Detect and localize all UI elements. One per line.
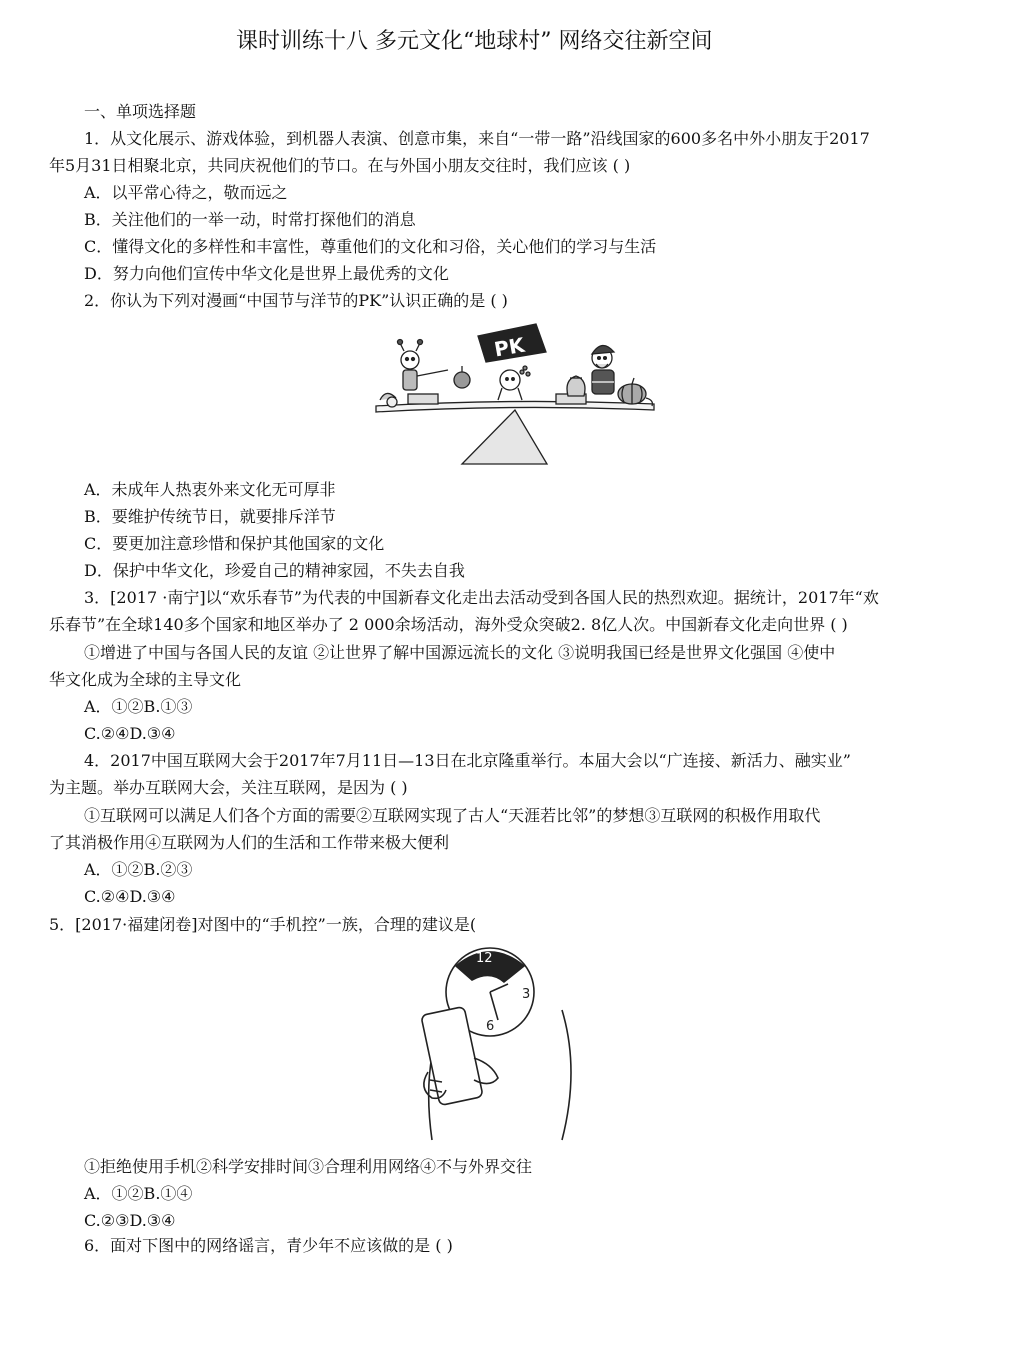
question-4-option-ab: A．①②B.②③ xyxy=(84,860,193,879)
pk-seesaw-cartoon xyxy=(370,318,660,468)
clock-number-3: 3 xyxy=(522,987,531,1002)
question-4-statement-2: 了其消极作用④互联网为人们的生活和工作带来极大便利 xyxy=(49,833,450,852)
question-5-line-1: 5．[2017·福建闭卷]对图中的“手机控”一族，合理的建议是( xyxy=(49,915,477,934)
question-3-option-cd: C.②④D.③④ xyxy=(84,724,176,743)
question-3-statement-1: ①增进了中国与各国人民的友谊 ②让世界了解中国源远流长的文化 ③说明我国已经是世界文化强国 ④使中 xyxy=(84,643,836,662)
question-5-option-cd: C.②③D.③④ xyxy=(84,1211,176,1230)
question-5-option-ab: A．①②B.①④ xyxy=(84,1184,193,1203)
question-1-line-2: 年5月31日相聚北京，共同庆祝他们的节口。在与外国小朋友交往时，我们应该 ( ) xyxy=(49,156,631,175)
question-4-statement-1: ①互联网可以满足人们各个方面的需要②互联网实现了古人“天涯若比邻”的梦想③互联网的积极作用取代 xyxy=(84,806,821,825)
clock-number-12: 12 xyxy=(476,951,493,966)
question-2-option-b: B．要维护传统节日，就要排斥洋节 xyxy=(84,507,336,526)
clock-number-6: 6 xyxy=(486,1019,495,1034)
question-2-line-1: 2．你认为下列对漫画“中国节与洋节的PK”认识正确的是 ( ) xyxy=(84,291,508,310)
page-title: 课时训练十八 多元文化“地球村” 网络交往新空间 xyxy=(236,29,713,54)
question-1-option-d: D．努力向他们宣传中华文化是世界上最优秀的文化 xyxy=(84,264,449,283)
question-2-option-a: A．未成年人热衷外来文化无可厚非 xyxy=(84,480,336,499)
question-2-option-d: D．保护中华文化，珍爱自己的精神家园，不失去自我 xyxy=(84,561,465,580)
question-1-line-1: 1．从文化展示、游戏体验，到机器人表演、创意市集，来自“一带一路”沿线国家的600多名中外小朋友于2017 xyxy=(84,129,870,148)
question-3-option-ab: A．①②B.①③ xyxy=(84,697,193,716)
question-5-statement-1: ①拒绝使用手机②科学安排时间③合理利用网络④不与外界交往 xyxy=(84,1157,533,1176)
question-1-option-a: A．以平常心待之，敬而远之 xyxy=(84,183,288,202)
question-4-line-1: 4．2017中国互联网大会于2017年7月11日—13日在北京隆重举行。本届大会以“广连接、新活力、融实业” xyxy=(84,751,851,770)
pk-label: PK xyxy=(492,332,527,362)
question-1-option-c: C．懂得文化的多样性和丰富性，尊重他们的文化和习俗，关心他们的学习与生活 xyxy=(84,237,657,256)
question-3-statement-2: 华文化成为全球的主导文化 xyxy=(49,670,242,689)
question-2-option-c: C．要更加注意珍惜和保护其他国家的文化 xyxy=(84,534,385,553)
question-4-option-cd: C.②④D.③④ xyxy=(84,887,176,906)
question-3-line-1: 3．[2017 ·南宁]以“欢乐春节”为代表的中国新春文化走出去活动受到各国人民的热烈欢迎。据统计，2017年“欢 xyxy=(84,588,879,607)
question-3-line-2: 乐春节”在全球140多个国家和地区举办了 2 000余场活动，海外受众突破2. 8亿人次。中国新春文化走向世界 ( ) xyxy=(49,615,848,634)
question-4-line-2: 为主题。举办互联网大会，关注互联网，是因为 ( ) xyxy=(49,778,408,797)
section-heading: 一、单项选择题 xyxy=(84,102,197,121)
question-1-option-b: B．关注他们的一举一动，时常打探他们的消息 xyxy=(84,210,416,229)
phone-addict-cartoon xyxy=(412,940,582,1150)
question-6-line-1: 6．面对下图中的网络谣言，青少年不应该做的是 ( ) xyxy=(84,1236,453,1255)
